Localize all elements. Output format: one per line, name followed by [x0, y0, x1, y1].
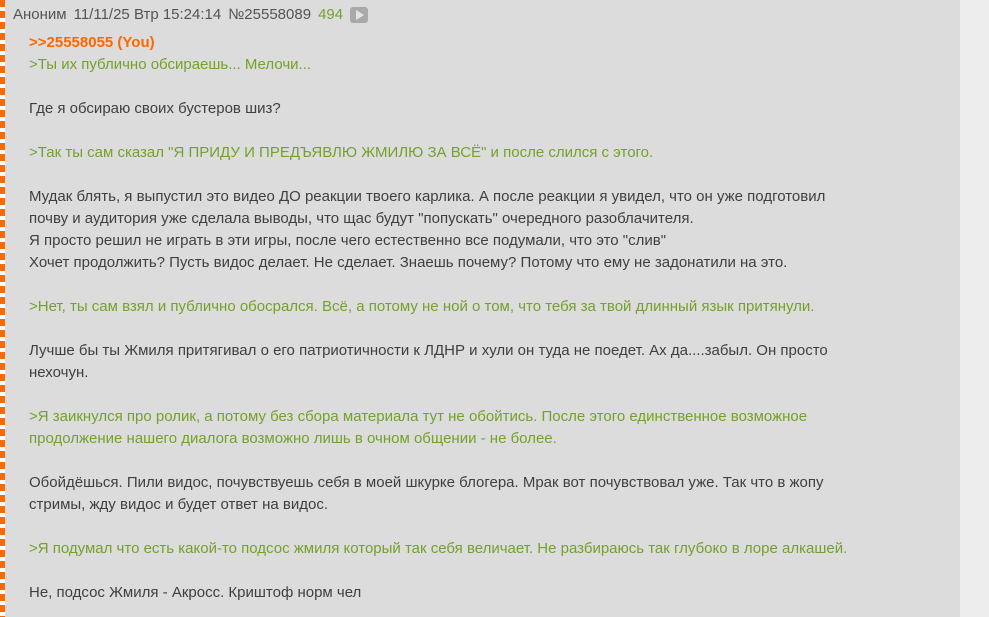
quote-line: >Ты их публично обсираешь... Мелочи...	[29, 56, 312, 73]
blank-line	[29, 76, 950, 98]
imageboard-post	[5, 0, 960, 617]
blank-line	[29, 164, 950, 186]
text-line: Где я обсираю своих бустеров шиз?	[29, 100, 281, 117]
quote-line: >Я заикнулся про ролик, а потому без сбора материала тут не обойтись. После этого единственное возможное	[29, 408, 808, 425]
blank-line	[29, 318, 950, 340]
text-line: Обойдёшься. Пили видос, почувствуешь себя в моей шкурке блогера. Мрак вот почувствовал уже. Так что в жопу	[29, 474, 824, 491]
post-number-link[interactable]: №25558089	[228, 6, 312, 23]
text-line: Не, подсос Жмиля - Акросс. Криштоф норм чел	[29, 584, 362, 601]
quote-line: >Так ты сам сказал "Я ПРИДУ И ПРЕДЪЯВЛЮ ЖМИЛЮ ЗА ВСЁ" и после слился с этого.	[29, 144, 654, 161]
post-header	[5, 0, 960, 23]
text-line: Лучше бы ты Жмиля притягивал о его патриотичности к ЛДНР и хули он туда не поедет. Ах да....забыл. Он просто	[29, 342, 828, 359]
blank-line	[29, 450, 950, 472]
play-triangle-icon	[356, 10, 364, 20]
blank-line	[29, 384, 950, 406]
blank-line	[29, 120, 950, 142]
text-line: Я просто решил не играть в эти игры, после чего естественно все подумали, что это "слив"	[29, 232, 667, 249]
post-reply-link[interactable]: >>25558055 (You)	[29, 34, 155, 51]
text-line: почву и аудитория уже сделала выводы, что щас будут "попускать" очередного разоблачителя.	[29, 210, 694, 227]
poster-name: Аноним	[13, 6, 67, 23]
quote-line: >Нет, ты сам взял и публично обосрался. Всё, а потому не ной о том, что тебя за твой длинный язык притянули.	[29, 298, 815, 315]
text-line: стримы, жду видос и будет ответ на видос.	[29, 496, 328, 513]
replies-count-link[interactable]: 494	[318, 6, 344, 23]
text-line: Хочет продолжить? Пусть видос делает. Не сделает. Знаешь почему? Потому что ему не задонатили на это.	[29, 254, 788, 271]
post-datetime: 11/11/25 Втр 15:24:14	[73, 6, 222, 23]
blank-line	[29, 516, 950, 538]
quote-line: продолжение нашего диалога возможно лишь в очном общении - не более.	[29, 430, 557, 447]
blank-line	[29, 274, 950, 296]
post-body	[5, 23, 960, 604]
quote-line: >Я подумал что есть какой-то подсос жмиля который так себя величает. Не разбираюсь так глубоко в лоре алкашей.	[29, 540, 848, 557]
text-line: нехочун.	[29, 364, 89, 381]
expand-thread-button[interactable]	[350, 7, 368, 23]
blank-line	[29, 560, 950, 582]
text-line: Мудак блять, я выпустил это видео ДО реакции твоего карлика. А после реакции я увидел, что он уже подготовил	[29, 188, 826, 205]
